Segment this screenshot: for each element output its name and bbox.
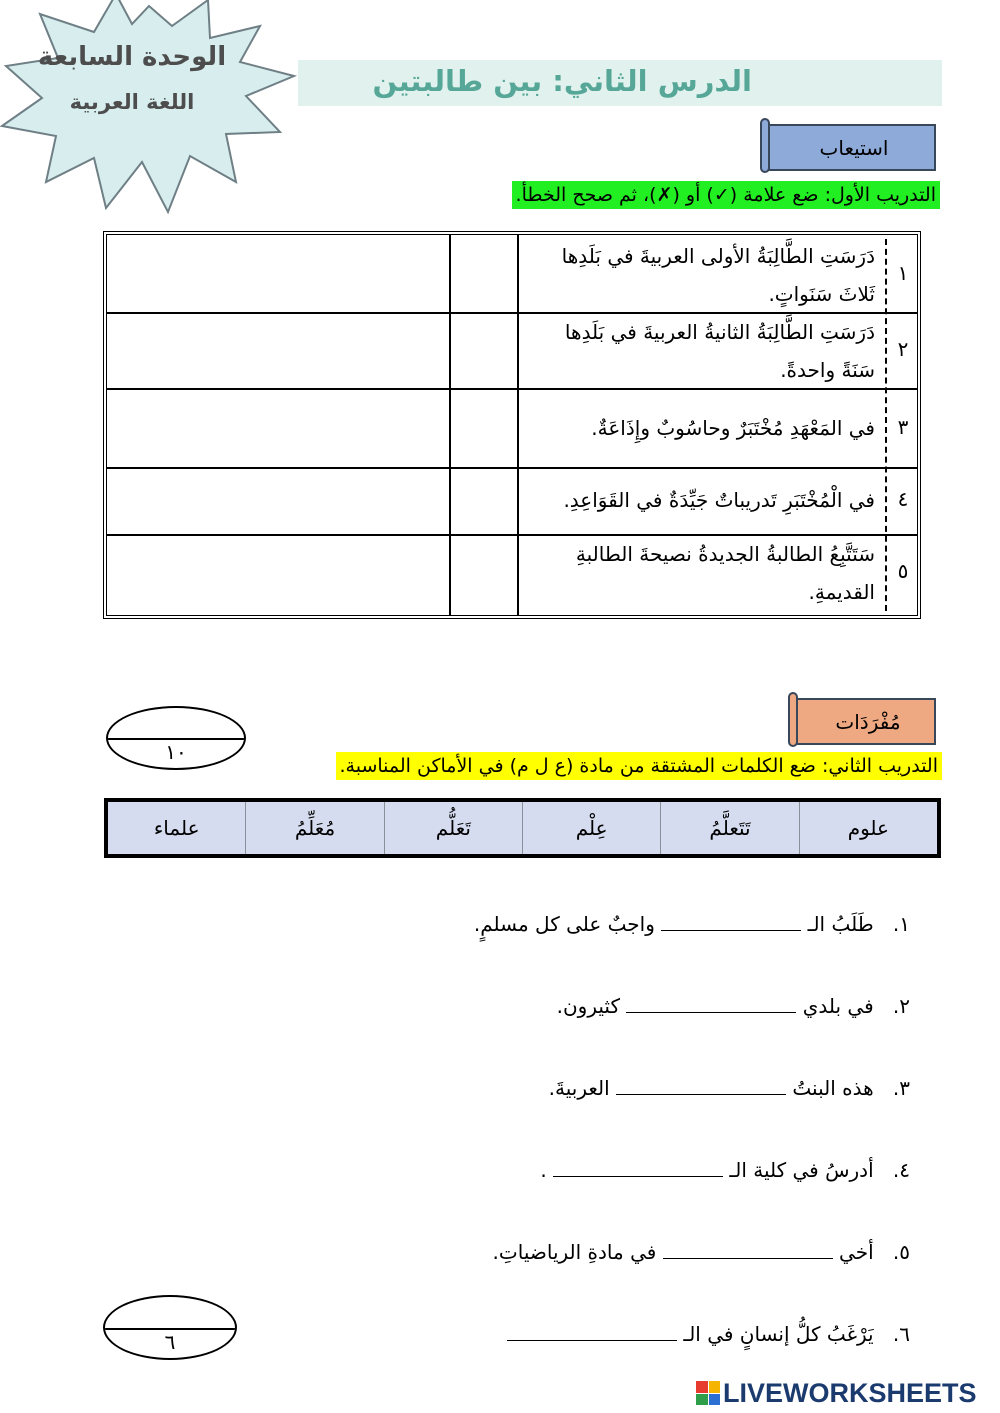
liveworksheets-logo bbox=[696, 1377, 977, 1409]
mark-box[interactable] bbox=[453, 315, 515, 386]
answer-blank[interactable] bbox=[507, 1323, 677, 1341]
unit-subtitle: اللغة العربية bbox=[69, 90, 195, 114]
exercise2-instruction: التدريب الثاني: ضع الكلمات المشتقة من مادة (ع ل م) في الأماكن المناسبة. bbox=[336, 752, 943, 780]
statement-text: في الْمُخْتَبَرِ تَدريباتٌ جَيِّدَةٌ في القَوَاعِدِ. bbox=[563, 488, 875, 512]
sentence-after: واجبٌ على كل مسلمٍ. bbox=[473, 912, 655, 936]
score-total: ٦ bbox=[164, 1330, 176, 1355]
word-bank-item[interactable]: مُعَلِّمُ bbox=[245, 802, 383, 854]
mark-box[interactable] bbox=[453, 470, 515, 532]
sentence-before: طَلَبُ الـ bbox=[807, 912, 874, 936]
sentence-after: كثيرون. bbox=[556, 994, 620, 1018]
correction-box[interactable] bbox=[109, 237, 447, 310]
sentence-3 bbox=[549, 1076, 910, 1100]
scroll-roll bbox=[788, 692, 798, 747]
word-bank-item[interactable]: تَعَلُّم bbox=[384, 802, 522, 854]
sentence-after: في مادةِ الرياضياتِ. bbox=[492, 1240, 657, 1264]
statement-text: دَرَسَتِ الطَّالِبَةُ الأولى العربيةَ في بَلَدِها ثَلاثَ سَنَواتٍ. bbox=[561, 244, 875, 306]
row-number: ٥ bbox=[897, 559, 909, 583]
sentence-number: ٢. bbox=[892, 994, 910, 1018]
row-number: ١ bbox=[897, 261, 909, 285]
sentence-number: ٥. bbox=[892, 1240, 910, 1264]
correction-box[interactable] bbox=[109, 537, 447, 613]
answer-blank[interactable] bbox=[553, 1159, 723, 1177]
sentence-before: في بلدي bbox=[802, 994, 874, 1018]
sentence-number: ٣. bbox=[892, 1076, 910, 1100]
section-label-comprehension bbox=[760, 118, 938, 173]
sentence-5 bbox=[493, 1240, 910, 1264]
correction-box[interactable] bbox=[109, 315, 447, 386]
mark-box[interactable] bbox=[453, 237, 515, 310]
statement-text: في المَعْهَدِ مُخْتَبَرٌ وحاسُوبٌ وإِذَاعَةٌ. bbox=[591, 416, 875, 440]
section-label-text: استيعاب bbox=[819, 135, 889, 160]
sentence-2 bbox=[557, 994, 910, 1018]
sentence-after: . bbox=[540, 1158, 547, 1182]
answer-blank[interactable] bbox=[616, 1077, 786, 1095]
mark-box[interactable] bbox=[453, 537, 515, 613]
answer-blank[interactable] bbox=[663, 1241, 833, 1259]
mark-box[interactable] bbox=[453, 391, 515, 465]
sentence-number: ٤. bbox=[892, 1158, 910, 1182]
word-bank bbox=[104, 798, 941, 858]
sentence-number: ١. bbox=[892, 912, 910, 936]
sentence-number: ٦. bbox=[892, 1322, 910, 1346]
score-oval-exercise2 bbox=[103, 1295, 237, 1360]
scroll-roll bbox=[760, 118, 770, 173]
correction-box[interactable] bbox=[109, 391, 447, 465]
sentence-before: يَرْغَبُ كلُّ إنسانٍ في الـ bbox=[683, 1322, 874, 1346]
section-label-vocabulary bbox=[788, 692, 938, 747]
row-number: ٣ bbox=[897, 415, 909, 439]
statement-text: سَتَتَّبِعُ الطالبةُ الجديدةُ نصيحةَ الطالبةِ القديمةِ. bbox=[575, 542, 875, 604]
correction-box[interactable] bbox=[109, 470, 447, 532]
logo-icon bbox=[696, 1381, 720, 1405]
sentence-4 bbox=[540, 1158, 910, 1182]
brand-name: LIVEWORKSHEETS bbox=[723, 1377, 977, 1408]
score-total: ١٠ bbox=[165, 740, 187, 765]
answer-blank[interactable] bbox=[626, 995, 796, 1013]
sentence-before: هذه البنتُ bbox=[792, 1076, 874, 1100]
word-bank-item[interactable]: تَتَعلَّمُ bbox=[660, 802, 798, 854]
sentence-before: أدرسُ في كلية الـ bbox=[729, 1158, 874, 1182]
row-number: ٤ bbox=[897, 487, 909, 511]
unit-title: الوحدة السابعة bbox=[37, 42, 227, 72]
section-label-text: مُفْرَدَات bbox=[835, 709, 901, 734]
sentence-6 bbox=[507, 1322, 910, 1346]
answer-blank[interactable] bbox=[661, 913, 801, 931]
sentence-after: العربيةَ. bbox=[548, 1076, 610, 1100]
sentence-before: أخي bbox=[839, 1240, 874, 1264]
row-number: ٢ bbox=[897, 337, 909, 361]
exercise1-instruction: التدريب الأول: ضع علامة (✓) أو (✗)، ثم صحح الخطأ. bbox=[512, 181, 940, 209]
sentence-1 bbox=[474, 912, 910, 936]
score-oval-exercise1 bbox=[106, 706, 246, 770]
lesson-title: الدرس الثاني: بين طالبتين bbox=[372, 64, 752, 98]
word-bank-item[interactable]: علماء bbox=[153, 816, 200, 840]
statement-text: دَرَسَتِ الطَّالِبَةُ الثانيةُ العربيةَ في بَلَدِها سَنَةً واحدةً. bbox=[564, 320, 875, 382]
word-bank-item[interactable]: عِلْم bbox=[522, 802, 660, 854]
word-bank-item[interactable]: علوم bbox=[799, 802, 937, 854]
true-false-table bbox=[103, 231, 921, 619]
